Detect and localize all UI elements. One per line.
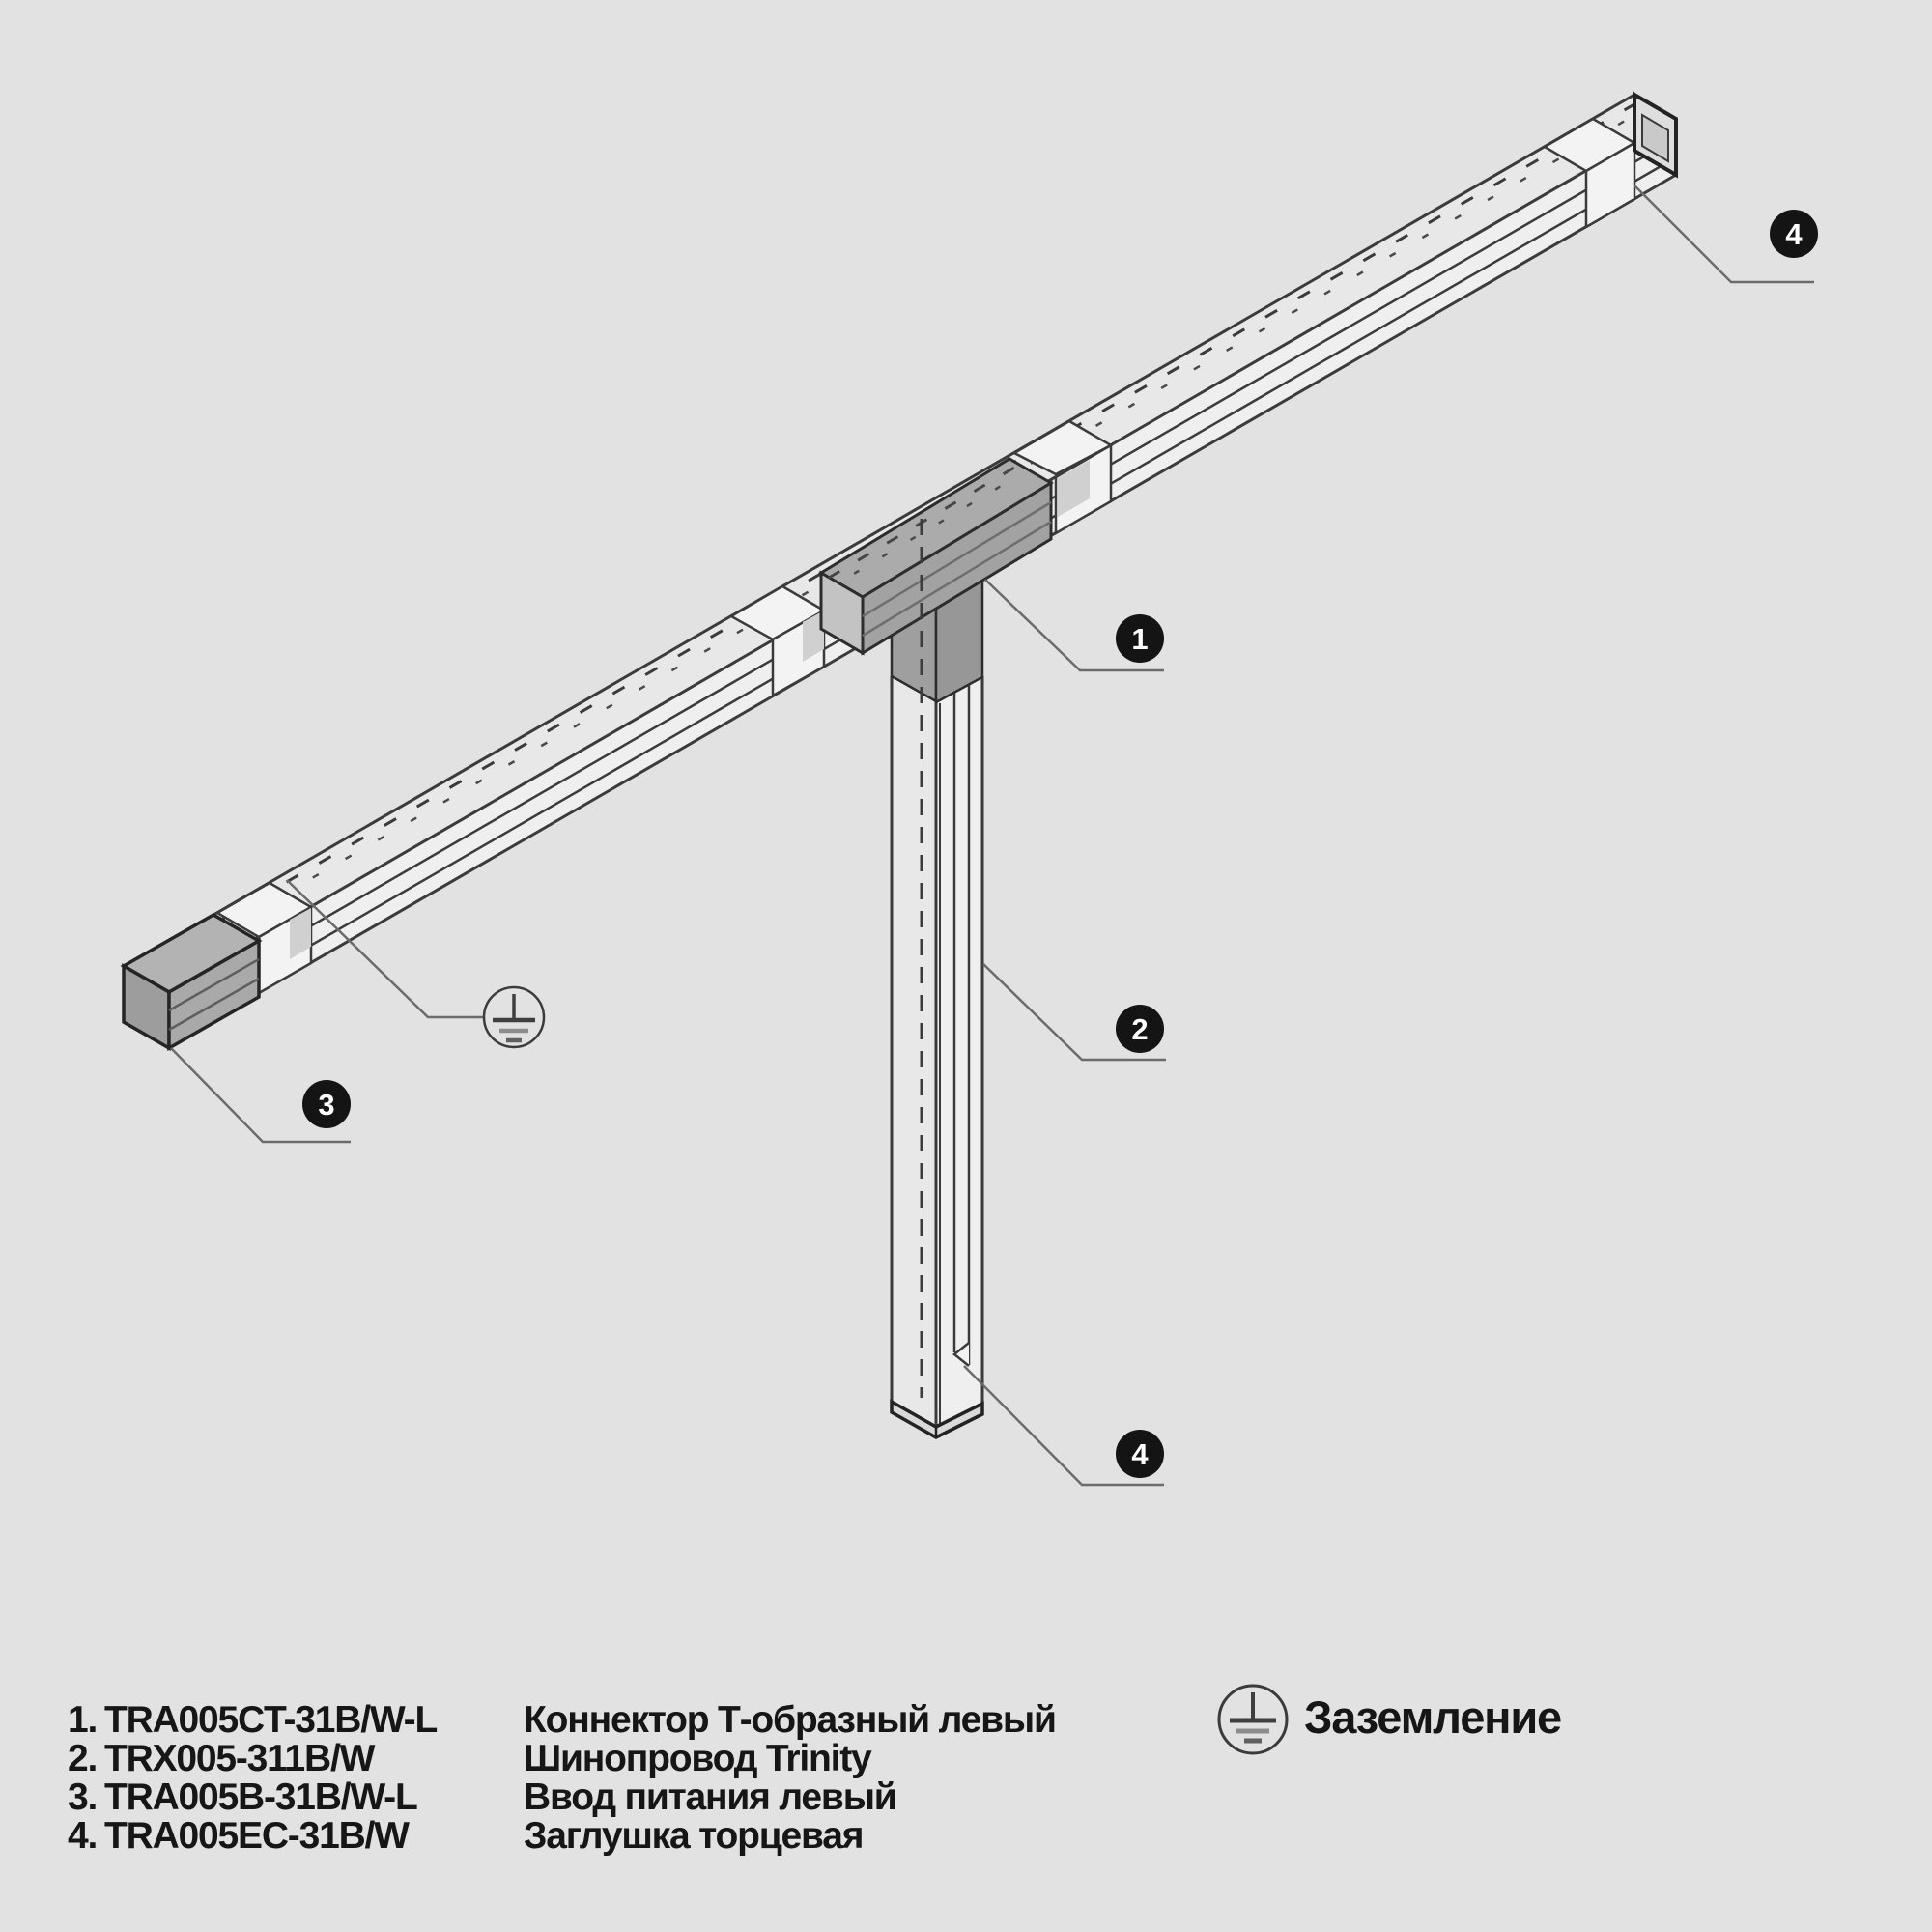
earth-ground-legend-icon: [1219, 1686, 1287, 1753]
legend-item-desc: Ввод питания левый: [524, 1776, 896, 1818]
legend-item-code: TRA005B-31B/W-L: [104, 1776, 417, 1818]
callout-1-badge: 1: [1116, 614, 1164, 663]
legend-item-desc: Коннектор Т-образный левый: [524, 1699, 1056, 1741]
legend-item-number: 1.: [68, 1699, 98, 1741]
t-connector: [821, 459, 1051, 702]
ground-legend-label: Заземление: [1304, 1691, 1561, 1743]
track-vertical: [892, 676, 982, 1428]
callout-2-badge: 2: [1116, 1005, 1164, 1053]
legend-item-code: TRX005-311B/W: [104, 1738, 375, 1779]
legend-item-4: [68, 1817, 1056, 1856]
callout-3-badge: 3: [302, 1080, 351, 1128]
legend-item-number: 4.: [68, 1815, 98, 1857]
parts-legend: [68, 1701, 1056, 1856]
legend-item-number: 3.: [68, 1776, 98, 1818]
legend-item-desc: Шинопровод Trinity: [524, 1738, 871, 1779]
earth-ground-icon: [484, 987, 544, 1047]
callout-4-bottom-badge: 4: [1116, 1430, 1164, 1478]
legend-item-1: [68, 1701, 1056, 1740]
legend-item-code: TRA005EC-31B/W: [104, 1815, 409, 1857]
power-feed-block: [124, 915, 259, 1048]
legend-item-number: 2.: [68, 1738, 98, 1779]
legend-item-desc: Заглушка торцевая: [524, 1815, 864, 1857]
callout-4-top-badge: 4: [1770, 210, 1818, 258]
legend-item-2: [68, 1740, 1056, 1778]
legend-item-code: TRA005CT-31B/W-L: [104, 1699, 438, 1741]
legend-item-3: [68, 1778, 1056, 1817]
